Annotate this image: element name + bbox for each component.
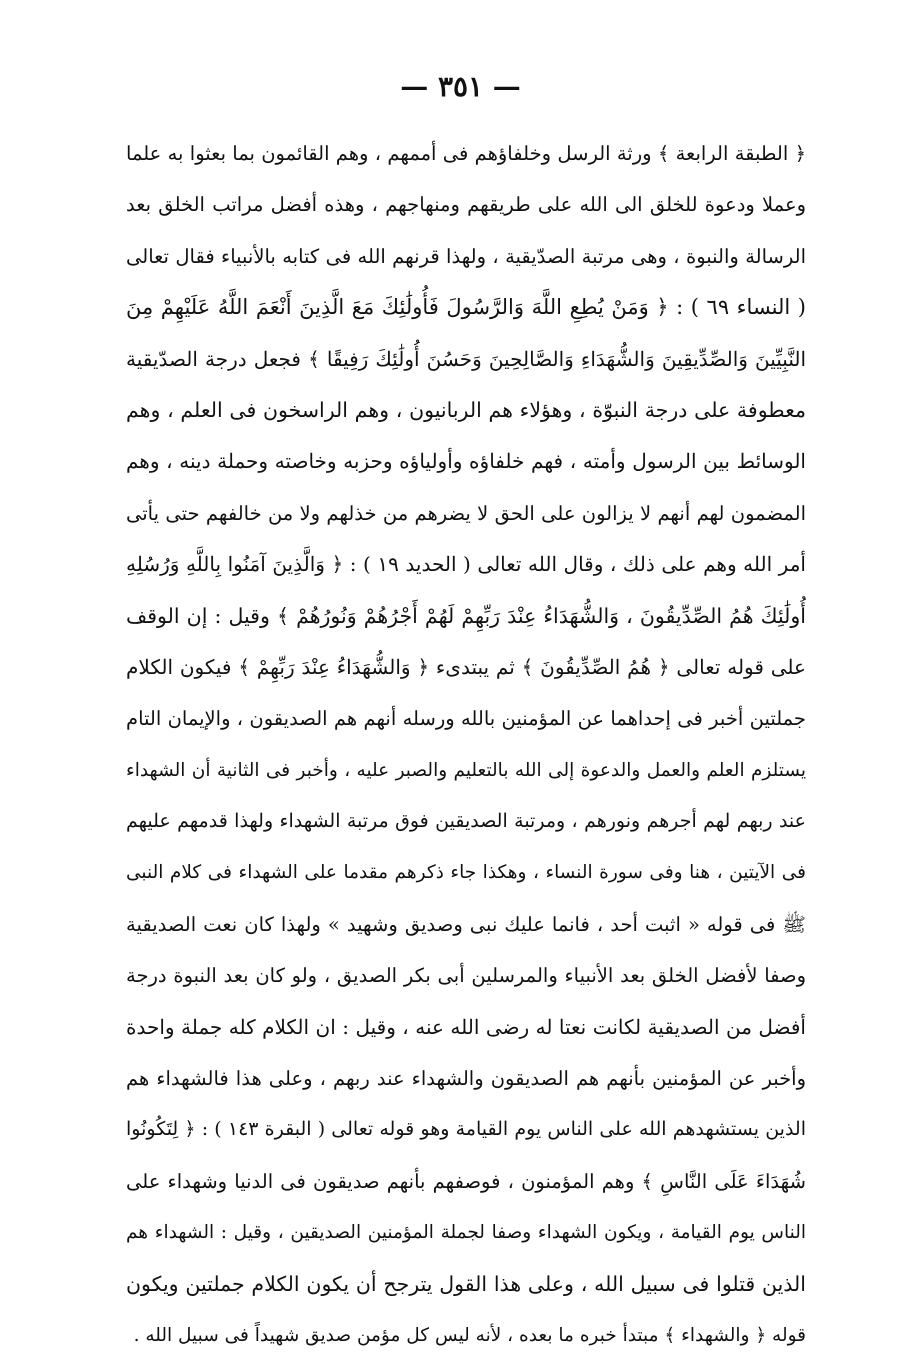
text-line: الذين يستشهدهم الله على الناس يوم القيامة وهو قوله تعالى ( البقرة ١٤٣ ) : ﴿ لِتَكُونُوا <box>126 1118 806 1141</box>
text-line: وصفا لأفضل الخلق بعد الأنبياء والمرسلين أبى بكر الصديق ، ولو كان بعد النبوة درجة <box>126 964 806 988</box>
text-line: ( النساء ٦٩ ) : ﴿ وَمَنْ يُطِعِ اللَّهَ وَالرَّسُولَ فَأُولَٰئِكَ مَعَ الَّذِينَ أَنْعَمَ اللَّهُ عَلَيْهِمْ مِنَ <box>126 295 806 320</box>
page-number: — ٣٥١ — <box>400 70 521 103</box>
text-line: أمر الله وهم على ذلك ، وقال الله تعالى ( الحديد ١٩ ) : ﴿ وَالَّذِينَ آمَنُوا بِاللَّهِ وَرُسُلِهِ <box>126 552 806 577</box>
text-line: معطوفة على درجة النبوّة ، وهؤلاء هم الربانيون ، وهم الراسخون فى العلم ، وهم <box>126 397 806 422</box>
text-line: أُولَٰئِكَ هُمُ الصِّدِّيقُونَ ، وَالشُّهَدَاءُ عِنْدَ رَبِّهِمْ لَهُمْ أَجْرُهُمْ وَنُورُهُمْ ﴾ وقيل : إن الوقف <box>126 603 806 628</box>
text-line: شُهَدَاءَ عَلَى النَّاسِ ﴾ وهم المؤمنون ، فوصفهم بأنهم صديقون فى الدنيا وشهداء على <box>126 1169 806 1193</box>
text-line: النَّبِيِّينَ وَالصِّدِّيقِينَ وَالشُّهَدَاءِ وَالصَّالِحِينَ وَحَسُنَ أُولَٰئِكَ رَفِيقًا ﴾ فجعل درجة الصدّيقية <box>126 346 806 371</box>
text-line: المضمون لهم أنهم لا يزالون على الحق لا يضرهم من خذلهم ولا من خالفهم حتى يأتى <box>126 501 806 525</box>
text-line: وأخبر عن المؤمنين بأنهم هم الصديقون والشهداء عند ربهم ، وعلى هذا فالشهداء هم <box>126 1067 806 1091</box>
text-line: جملتين أخبر فى إحداهما عن المؤمنين بالله ورسله أنهم هم الصديقون ، والإيمان التام <box>126 707 806 731</box>
text-line: الناس يوم القيامة ، ويكون الشهداء وصفا لجملة المؤمنين الصديقين ، وقيل : الشهداء هم <box>126 1222 806 1244</box>
text-line: الذين قتلوا فى سبيل الله ، وعلى هذا القول يترجح أن يكون الكلام جملتين ويكون <box>126 1271 806 1296</box>
text-line: على قوله تعالى ﴿ هُمُ الصِّدِّيقُونَ ﴾ ثم يبتدىء ﴿ وَالشُّهَدَاءُ عِنْدَ رَبِّهِمْ ﴾ فيكون الكلام <box>126 654 806 679</box>
text-line: فى الآيتين ، هنا وفى سورة النساء ، وهكذا جاء ذكرهم مقدما على الشهداء فى كلام النبى <box>126 862 806 884</box>
text-line: الرسالة والنبوة ، وهى مرتبة الصدّيقية ، ولهذا قرنهم الله فى كتابه بالأنبياء فقال تعالى <box>126 244 806 268</box>
text-line: ﴿ الطبقة الرابعة ﴾ ورثة الرسل وخلفاؤهم فى أممهم ، وهم القائمون بما بعثوا به علما <box>126 142 806 165</box>
text-line: عند ربهم لهم أجرهم ونورهم ، ومرتبة الصديقين فوق مرتبة الشهداء ولهذا قدمهم عليهم <box>126 810 806 833</box>
text-line: يستلزم العلم والعمل والدعوة إلى الله بالتعليم والصبر عليه ، وأخبر فى الثانية أن الشهداء <box>126 759 806 781</box>
body-text <box>126 128 806 1361</box>
text-line: أفضل من الصديقية لكانت نعتا له رضى الله عنه ، وقيل : ان الكلام كله جملة واحدة <box>126 1014 806 1039</box>
text-line: قوله ﴿ والشهداء ﴾ مبتدأ خبره ما بعده ، لأنه ليس كل مؤمن صديق شهيداً فى سبيل الله . <box>133 1324 806 1346</box>
text-line: الوسائط بين الرسول وأمته ، فهم خلفاؤه وأولياؤه وحزبه وخاصته وحملة دينه ، وهم <box>126 449 806 474</box>
text-line: ﷺ فى قوله « اثبت أحد ، فانما عليك نبى وصديق وشهيد » ولهذا كان نعت الصديقية <box>126 912 806 936</box>
text-line: وعملا ودعوة للخلق الى الله على طريقهم ومنهاجهم ، وهذه أفضل مراتب الخلق بعد <box>126 193 806 217</box>
